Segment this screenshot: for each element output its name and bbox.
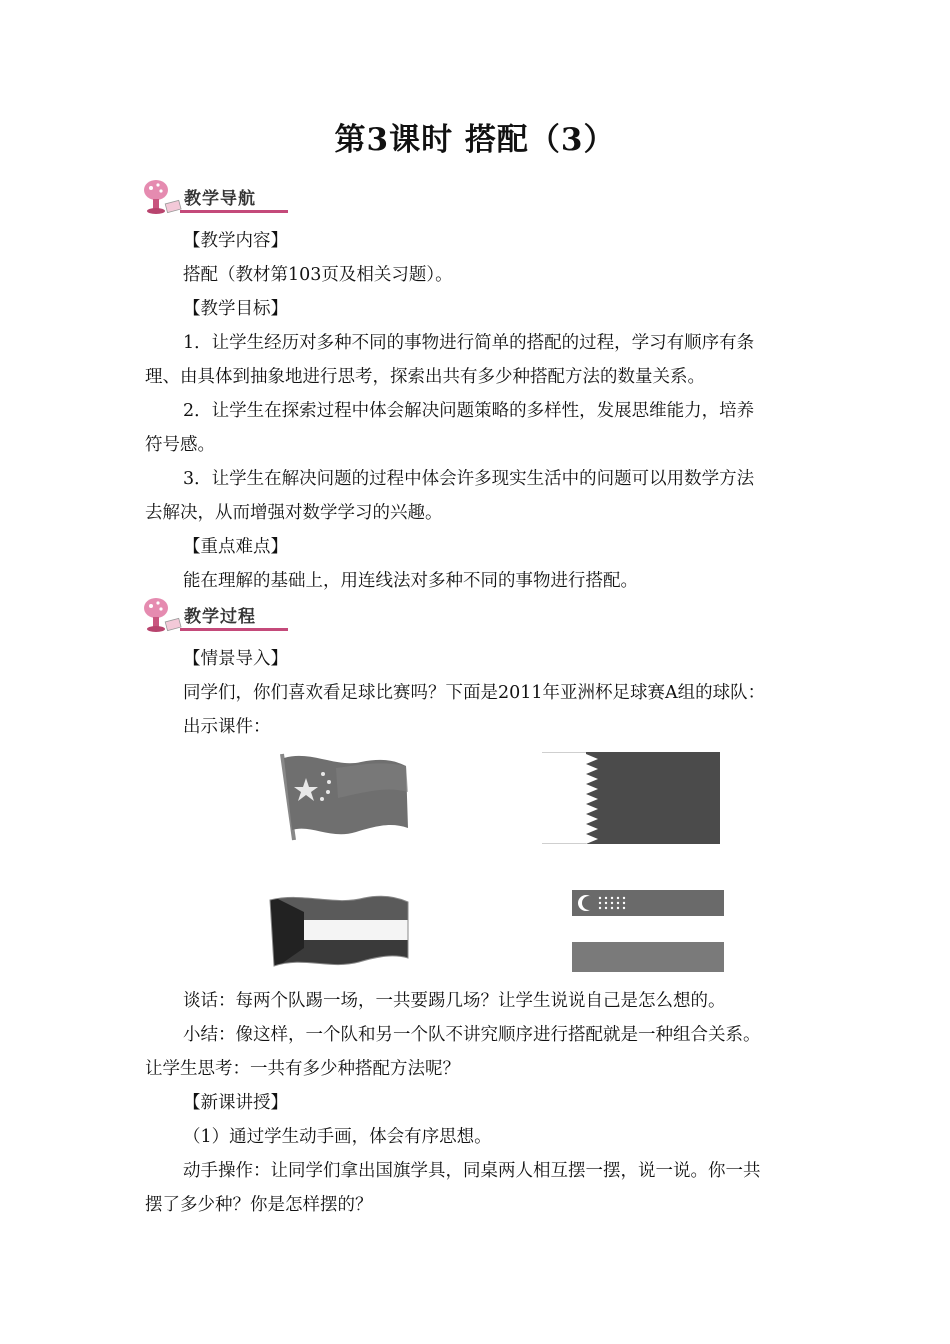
summary-line-1: 小结：像这样，一个队和另一个队不讲究顺序进行搭配就是一种组合关系。: [183, 1025, 761, 1045]
goal-3-line-1: 3．让学生在解决问题的过程中体会许多现实生活中的问题可以用数学方法: [183, 469, 755, 489]
content-text: 搭配（教材第103页及相关习题）。: [183, 265, 453, 285]
badge-underline: [180, 210, 288, 213]
badge-underline: [180, 628, 288, 631]
china-flag: [276, 752, 414, 844]
scene-line-1: 同学们，你们喜欢看足球比赛吗？下面是2011年亚洲杯足球赛A组的球队：: [183, 683, 766, 703]
heading-goal: 【教学目标】: [183, 299, 288, 319]
uzbekistan-flag: [572, 890, 724, 972]
section-badge-label: 教学导航: [184, 189, 256, 209]
goal-2-line-2: 符号感。: [145, 435, 215, 455]
new-lesson-1: （1）通过学生动手画，体会有序思想。: [183, 1127, 492, 1147]
operation-line-1: 动手操作：让同学们拿出国旗学具，同桌两人相互摆一摆，说一说。你一共: [183, 1161, 761, 1181]
goal-3-line-2: 去解决，从而增强对数学学习的兴趣。: [145, 503, 443, 523]
key-text: 能在理解的基础上，用连线法对多种不同的事物进行搭配。: [183, 571, 638, 591]
scene-line-2: 出示课件：: [183, 717, 271, 737]
section-badge-process: [140, 596, 290, 636]
section-badge-nav: [140, 178, 290, 218]
qatar-flag: [542, 752, 720, 844]
summary-line-2: 让学生思考：一共有多少种搭配方法呢？: [145, 1059, 460, 1079]
section-badge-label: 教学过程: [184, 607, 256, 627]
kuwait-flag: [264, 892, 414, 976]
operation-line-2: 摆了多少种？你是怎样摆的？: [145, 1195, 373, 1215]
heading-scene: 【情景导入】: [183, 649, 288, 669]
lamp-icon: [140, 178, 184, 218]
page-title: 第3课时 搭配（3）: [334, 122, 616, 158]
goal-2-line-1: 2．让学生在探索过程中体会解决问题策略的多样性，发展思维能力，培养: [183, 401, 755, 421]
heading-new: 【新课讲授】: [183, 1093, 288, 1113]
heading-content: 【教学内容】: [183, 231, 288, 251]
lamp-icon: [140, 596, 184, 636]
heading-key: 【重点难点】: [183, 537, 288, 557]
talk-text: 谈话：每两个队踢一场，一共要踢几场？让学生说说自己是怎么想的。: [183, 991, 726, 1011]
goal-1-line-1: 1．让学生经历对多种不同的事物进行简单的搭配的过程，学习有顺序有条: [183, 333, 755, 353]
goal-1-line-2: 理、由具体到抽象地进行思考，探索出共有多少种搭配方法的数量关系。: [145, 367, 705, 387]
